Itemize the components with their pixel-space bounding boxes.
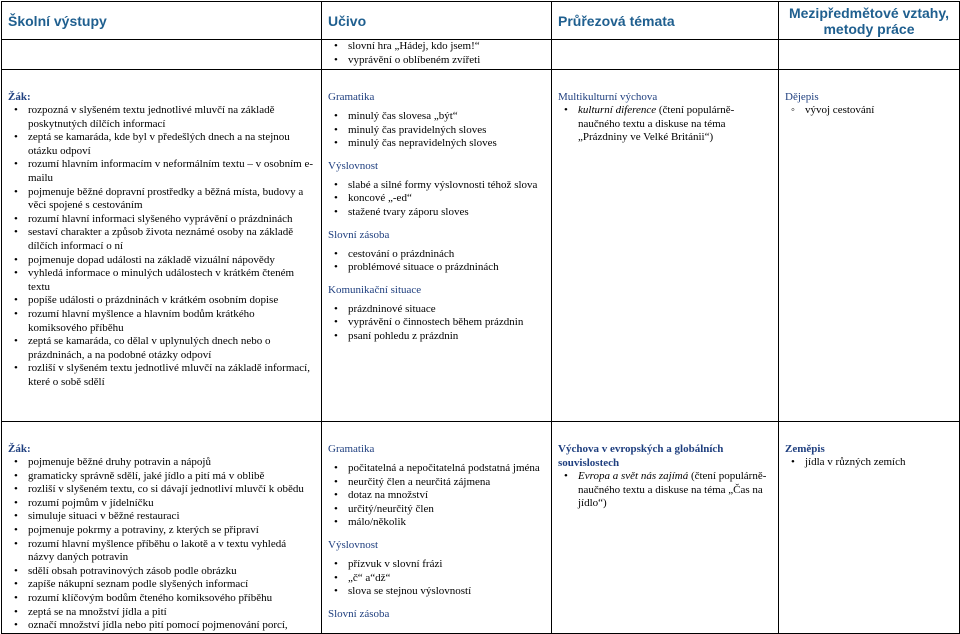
row1-theme-item <box>578 104 772 145</box>
row1-relations-cell <box>779 70 960 422</box>
list-item: • slova se stejnou výslovností <box>348 585 545 599</box>
row1-theme-head: Multikulturní výchova <box>558 91 658 103</box>
list-item: • minulý čas nepravidelných sloves <box>348 137 545 151</box>
top-themes-cell <box>552 40 779 70</box>
curriculum-section-list <box>328 558 545 599</box>
list-item: • slabé a silné formy výslovnosti téhož slova <box>348 179 545 193</box>
list-item: • „č“ a“dž“ <box>348 572 545 586</box>
curriculum-section-head: Gramatika <box>328 91 375 103</box>
list-item: • rozliší v slyšeném textu, co si dávají jednotliví mluvčí k obědu <box>28 483 315 497</box>
row-food <box>2 422 960 634</box>
list-item: • rozumí hlavní informaci slyšeného vyprávění o prázdninách <box>28 213 315 227</box>
curriculum-section-list <box>328 179 545 220</box>
row2-outputs-head: Žák: <box>8 443 31 455</box>
row1-curriculum-cell <box>322 70 552 422</box>
list-item: • koncové „-ed“ <box>348 192 545 206</box>
row2-curriculum <box>328 442 545 621</box>
top-items-list <box>328 40 545 67</box>
curriculum-table <box>1 1 960 634</box>
top-outputs-cell <box>2 40 322 70</box>
row1-relation-head: Dějepis <box>785 91 819 103</box>
list-item: • přízvuk v slovní frázi <box>348 558 545 572</box>
list-item: ◦ vývoj cestování <box>805 104 953 118</box>
list-item: • dotaz na množství <box>348 489 545 503</box>
header-relations: Mezipředmětové vztahy, metody práce <box>779 2 960 40</box>
row1-outputs-head: Žák: <box>8 91 31 103</box>
row1-outputs-list <box>8 104 315 389</box>
list-item: • sestaví charakter a způsob života neznámé osoby na základě dílčích informací o ní <box>28 226 315 253</box>
list-item: • rozumí hlavním informacím v neformálním textu – v osobním e-mailu <box>28 158 315 185</box>
list-item: • počitatelná a nepočitatelná podstatná jména <box>348 462 545 476</box>
curriculum-section-head: Slovní zásoba <box>328 607 390 620</box>
row2-theme-italic: Evropa a svět nás zajímá <box>578 470 689 482</box>
top-relations-cell <box>779 40 960 70</box>
curriculum-section-head: Výslovnost <box>328 159 379 172</box>
header-themes: Průřezová témata <box>552 2 779 40</box>
curriculum-section-head: Výslovnost <box>328 538 379 551</box>
list-item: • cestování o prázdninách <box>348 248 545 262</box>
list-item: • neurčitý člen a neurčitá zájmena <box>348 476 545 490</box>
row2-relation-head: Zeměpis <box>785 443 825 455</box>
curriculum-section-list <box>328 110 545 151</box>
top-curriculum-cell <box>322 40 552 70</box>
curriculum-section-head: Gramatika <box>328 443 375 455</box>
row2-outputs-cell <box>2 422 322 634</box>
list-item: • jídla v různých zemích <box>805 456 953 470</box>
list-item: • zapíše nákupní seznam podle slyšených informací <box>28 578 315 592</box>
list-item: • rozpozná v slyšeném textu jednotlivé mluvčí na základě poskytnutých dílčích informací <box>28 104 315 131</box>
list-item: • gramaticky správně sdělí, jaké jídlo a pití má v oblibě <box>28 470 315 484</box>
row-travel <box>2 70 960 422</box>
row1-relation-list <box>785 104 953 118</box>
list-item: • rozumí hlavní myšlence a hlavním bodům krátkého komiksového příběhu <box>28 308 315 335</box>
list-item: • sdělí obsah potravinových zásob podle obrázku <box>28 565 315 579</box>
list-item: • zeptá se na množství jídla a pití <box>28 606 315 620</box>
row1-outputs-cell <box>2 70 322 422</box>
row1-theme-italic: kulturní diference <box>578 104 657 116</box>
list-item: • pojmenuje běžné dopravní prostředky a běžná místa, budovy a věci spojené s cestováním <box>28 186 315 213</box>
row2-themes-cell <box>552 422 779 634</box>
list-item: • psaní pohledu z prázdnin <box>348 330 545 344</box>
list-item: • slovní hra „Hádej, kdo jsem!“ <box>348 40 545 54</box>
curriculum-section-head: Komunikační situace <box>328 283 422 296</box>
header-row <box>2 2 960 40</box>
list-item: • označí množství jídla nebo pití pomocí pojmenování porcí, <box>28 619 315 633</box>
list-item: • pojmenuje dopad události na základě vizuální nápovědy <box>28 254 315 268</box>
list-item: • vyhledá informace o minulých událostech v krátkém čteném textu <box>28 267 315 294</box>
list-item: • určitý/neurčitý člen <box>348 503 545 517</box>
list-item: • vyprávění o oblíbeném zvířeti <box>348 54 545 68</box>
row1-theme-rest: (čtení populárně-naučného textu a diskuse na téma „Prázdniny ve Velké Británii“) <box>578 104 735 144</box>
row2-theme-head: Výchova v evropských a globálních souvislostech <box>558 443 724 469</box>
list-item: • pojmenuje běžné druhy potravin a nápojů <box>28 456 315 470</box>
curriculum-section-list <box>328 303 545 344</box>
list-item: • problémové situace o prázdninách <box>348 261 545 275</box>
curriculum-section-list <box>328 248 545 275</box>
list-item: • simuluje situaci v běžné restauraci <box>28 510 315 524</box>
list-item: • minulý čas pravidelných sloves <box>348 124 545 138</box>
curriculum-section-head: Slovní zásoba <box>328 228 390 241</box>
row2-relation-list <box>785 456 953 470</box>
list-item: • stažené tvary záporu sloves <box>348 206 545 220</box>
list-item: • zeptá se kamaráda, co dělal v uplynulých dnech nebo o prázdninách, a na podobné otázky odpoví <box>28 335 315 362</box>
row1-themes-cell <box>552 70 779 422</box>
list-item: • prázdninové situace <box>348 303 545 317</box>
top-row <box>2 40 960 70</box>
row1-curriculum <box>328 90 545 344</box>
row2-curriculum-cell <box>322 422 552 634</box>
list-item: • vyprávění o činnostech během prázdnin <box>348 316 545 330</box>
row2-theme-rest: (čtení populárně-naučného textu a diskuse na téma „Čas na jídlo“) <box>578 470 767 510</box>
list-item: • zeptá se kamaráda, kde byl v předešlých dnech a na stejnou otázku odpoví <box>28 131 315 158</box>
row2-relations-cell <box>779 422 960 634</box>
list-item: • málo/několik <box>348 516 545 530</box>
row2-outputs-list <box>8 456 315 633</box>
list-item: • popíše události o prázdninách v krátkém osobním dopise <box>28 294 315 308</box>
list-item: • rozliší v slyšeném textu jednotlivé mluvčí na základě informací, které o sobě sdělí <box>28 362 315 389</box>
row2-theme-list <box>558 470 772 511</box>
row2-theme-item <box>578 470 772 511</box>
list-item: • rozumí hlavní myšlence příběhu o lakotě a v textu vyhledá názvy daných potravin <box>28 538 315 565</box>
list-item: • rozumí klíčovým bodům čteného komiksového příběhu <box>28 592 315 606</box>
list-item: • rozumí pojmům v jídelníčku <box>28 497 315 511</box>
row1-theme-list <box>558 104 772 145</box>
header-curriculum: Učivo <box>322 2 552 40</box>
curriculum-section-list <box>328 462 545 530</box>
list-item: • minulý čas slovesa „být“ <box>348 110 545 124</box>
list-item: • pojmenuje pokrmy a potraviny, z kterých se připraví <box>28 524 315 538</box>
header-outputs: Školní výstupy <box>2 2 322 40</box>
